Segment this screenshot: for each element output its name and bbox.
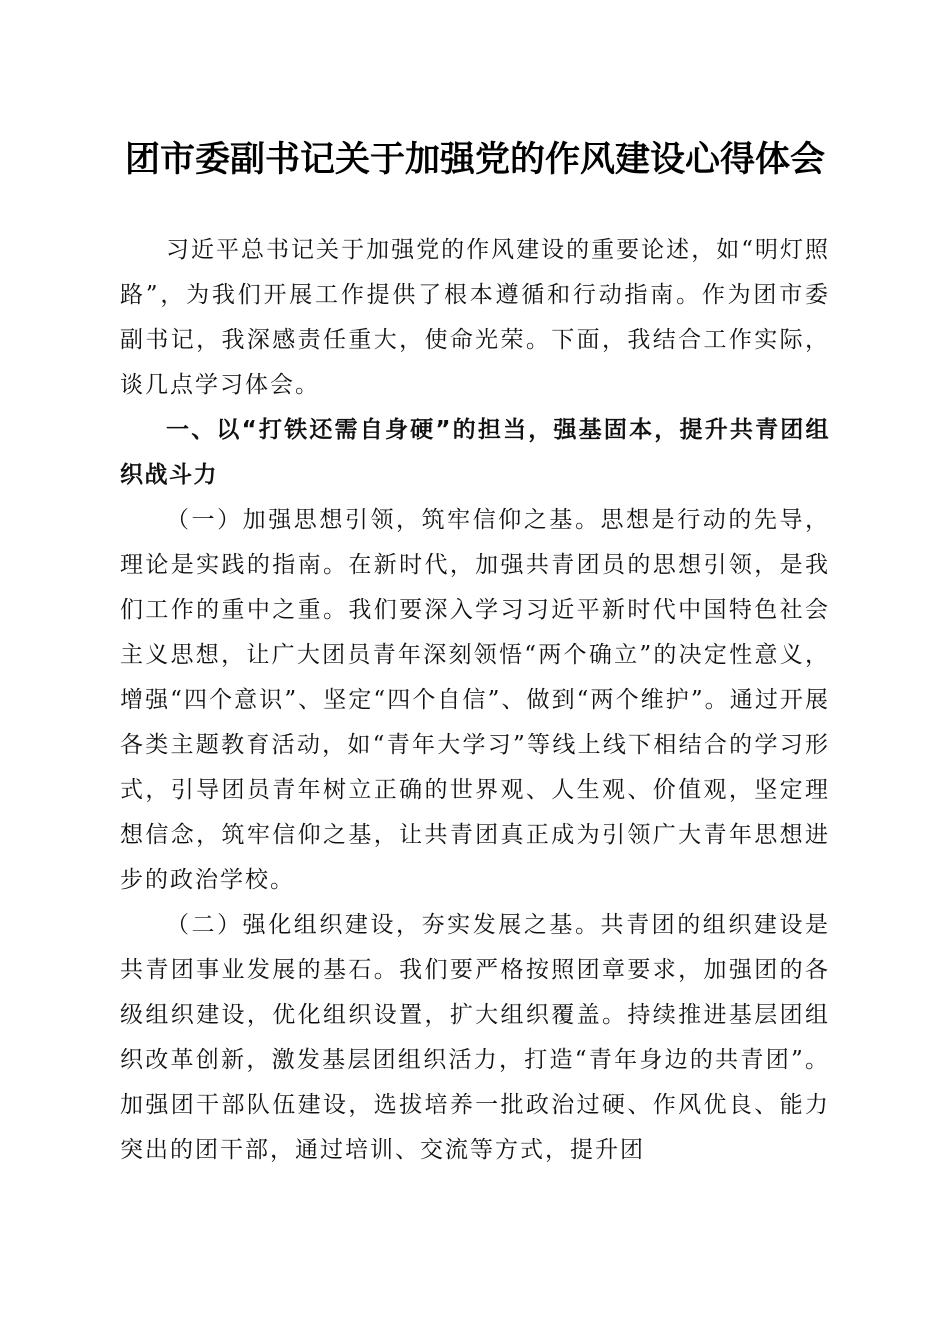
paragraph-subsection-1: （一）加强思想引领，筑牢信仰之基。思想是行动的先导，理论是实践的指南。在新时代，加强共青团员的思想引领，是我们工作的重中之重。我们要深入学习习近平新时代中国特色社会主义思想，让广大团员青年深刻领悟“两个确立”的决定性意义，增强“四个意识”、坚定“四个自信”、做到“两个维护”。通过开展各类主题教育活动，如“青年大学习”等线上线下相结合的学习形式，引导团员青年树立正确的世界观、人生观、价值观，坚定理想信念，筑牢信仰之基，让共青团真正成为引领广大青年思想进步的政治学校。 [120, 507, 830, 893]
paragraph-subsection-2: （二）强化组织建设，夯实发展之基。共青团的组织建设是共青团事业发展的基石。我们要严格按照团章要求，加强团的各级组织建设，优化组织设置，扩大组织覆盖。持续推进基层团组织改革创新，激发基层团组织活力，打造“青年身边的共青团”。加强团干部队伍建设，选拔培养一批政治过硬、作风优良、能力突出的团干部，通过培训、交流等方式，提升团 [120, 912, 830, 1163]
section-heading-1: 一、以“打铁还需自身硬”的担当，强基固本，提升共青团组织战斗力 [120, 417, 830, 488]
paragraph-intro: 习近平总书记关于加强党的作风建设的重要论述，如“明灯照路”，为我们开展工作提供了根本遵循和行动指南。作为团市委副书记，我深感责任重大，使命光荣。下面，我结合工作实际，谈几点学习体会。 [120, 237, 830, 398]
document-title: 团市委副书记关于加强党的作风建设心得体会 [124, 139, 825, 180]
document-body [120, 228, 830, 1173]
